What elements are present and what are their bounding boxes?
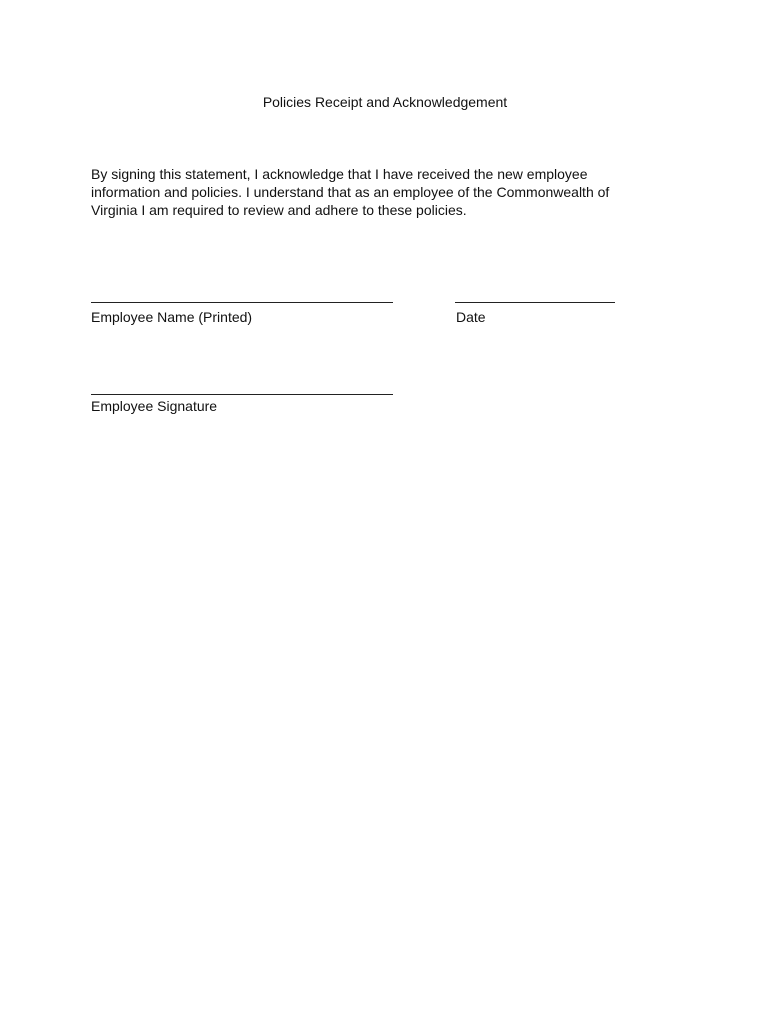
employee-name-label: Employee Name (Printed): [91, 309, 253, 325]
date-line[interactable]: [455, 302, 615, 303]
statement-line-1: By signing this statement, I acknowledge that I have received the new employee: [91, 166, 588, 182]
document-title: Policies Receipt and Acknowledgement: [262, 94, 508, 110]
employee-signature-line[interactable]: [91, 394, 393, 395]
acknowledgement-statement: [91, 165, 691, 219]
employee-signature-label: Employee Signature: [91, 398, 218, 414]
employee-name-line[interactable]: [91, 302, 393, 303]
date-label: Date: [456, 309, 486, 325]
statement-line-3: Virginia I am required to review and adhere to these policies.: [91, 202, 467, 218]
statement-line-2: information and policies. I understand that as an employee of the Commonwealth of: [91, 184, 610, 200]
